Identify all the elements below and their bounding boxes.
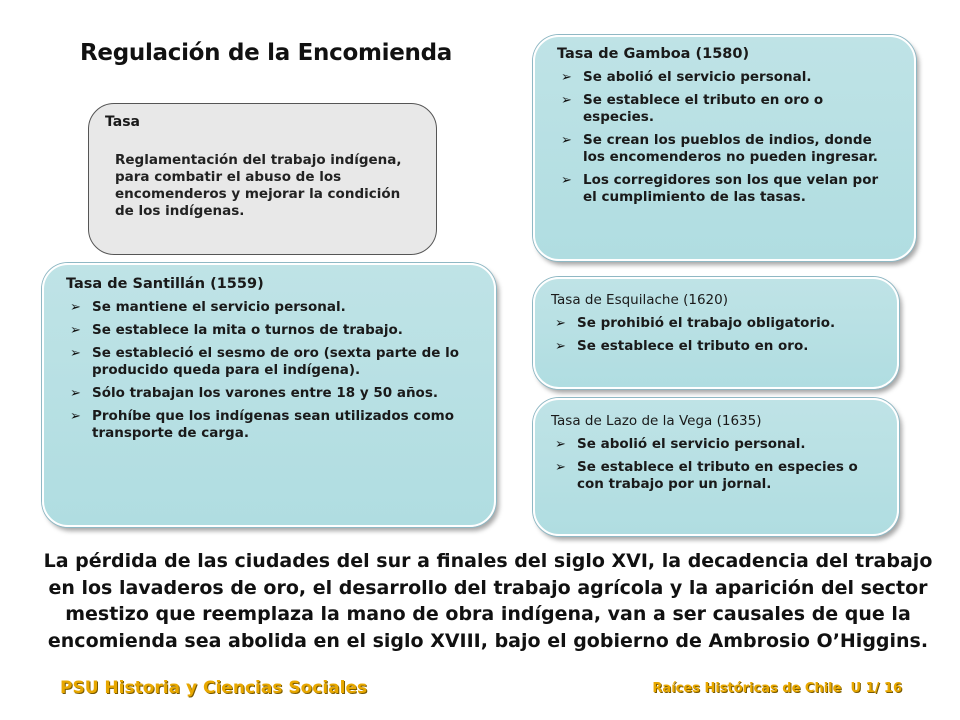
list-item: [66, 345, 470, 379]
arrow-bullet-icon: ➢: [70, 346, 81, 361]
list-item-text: Se prohibió el trabajo obligatorio.: [577, 315, 836, 331]
list-item: [557, 92, 894, 126]
list-item-text: Se establece el tributo en oro o especies.: [583, 92, 824, 125]
esquilache-box: [533, 277, 899, 389]
list-item-text: Se abolió el servicio personal.: [583, 69, 812, 85]
arrow-bullet-icon: ➢: [561, 173, 572, 188]
lazo-list: [551, 436, 879, 493]
gamboa-box: [533, 35, 916, 261]
list-item: [551, 338, 879, 355]
list-item: [551, 436, 879, 453]
tasa-text: Reglamentación del trabajo indígena, para combatir el abuso de los encomenderos y mejorar la condición de los indígenas.: [115, 152, 402, 219]
list-item: [557, 132, 894, 166]
santillan-box: [42, 263, 496, 527]
arrow-bullet-icon: ➢: [70, 323, 81, 338]
page-title: Regulación de la Encomienda: [80, 40, 452, 66]
list-item: [66, 385, 470, 402]
santillan-title: Tasa de Santillán (1559): [66, 276, 264, 292]
list-item-text: Se estableció el sesmo de oro (sexta parte de lo producido queda para el indígena).: [92, 345, 460, 378]
conclusion-text: La pérdida de las ciudades del sur a finales del siglo XVI, la decadencia del trabajo en los lavaderos de oro, el desarrollo del trabajo agrícola y la aparición del sector mestizo que reemplaza la mano de obra indígena, van a ser causales de que la encomienda sea abolida en el siglo XVIII, bajo el gobierno de Ambrosio O’Higgins.: [43, 550, 933, 652]
list-item-text: Se establece la mita o turnos de trabajo.: [92, 322, 403, 338]
arrow-bullet-icon: ➢: [555, 437, 566, 452]
list-item: [551, 459, 879, 493]
list-item: [66, 299, 470, 316]
arrow-bullet-icon: ➢: [70, 300, 81, 315]
arrow-bullet-icon: ➢: [561, 70, 572, 85]
esquilache-list: [551, 315, 879, 355]
gamboa-title: Tasa de Gamboa (1580): [557, 46, 750, 62]
list-item: [557, 69, 894, 86]
list-item-text: Los corregidores son los que velan por el cumplimiento de las tasas.: [583, 172, 879, 205]
arrow-bullet-icon: ➢: [555, 460, 566, 475]
arrow-bullet-icon: ➢: [561, 133, 572, 148]
list-item-text: Se establece el tributo en oro.: [577, 338, 809, 354]
gamboa-list: [557, 69, 894, 206]
arrow-bullet-icon: ➢: [70, 386, 81, 401]
list-item-text: Se abolió el servicio personal.: [577, 436, 806, 452]
tasa-label: Tasa: [105, 114, 140, 130]
arrow-bullet-icon: ➢: [561, 93, 572, 108]
santillan-list: [66, 299, 470, 442]
arrow-bullet-icon: ➢: [555, 339, 566, 354]
list-item-text: Se mantiene el servicio personal.: [92, 299, 346, 315]
list-item-text: Prohíbe que los indígenas sean utilizados como transporte de carga.: [92, 408, 454, 441]
footer-page: Raíces Históricas de Chile U 1/ 16: [652, 681, 902, 696]
list-item: [557, 172, 894, 206]
list-item-text: Se establece el tributo en especies o con trabajo por un jornal.: [577, 459, 858, 492]
tasa-definition-box: [88, 103, 437, 255]
arrow-bullet-icon: ➢: [555, 316, 566, 331]
list-item: [551, 315, 879, 332]
arrow-bullet-icon: ➢: [70, 409, 81, 424]
list-item: [66, 408, 470, 442]
lazo-title: Tasa de Lazo de la Vega (1635): [551, 413, 762, 429]
list-item: [66, 322, 470, 339]
footer-course: PSU Historia y Ciencias Sociales: [60, 678, 368, 698]
lazo-box: [533, 398, 899, 536]
list-item-text: Sólo trabajan los varones entre 18 y 50 años.: [92, 385, 438, 401]
esquilache-title: Tasa de Esquilache (1620): [551, 292, 728, 308]
list-item-text: Se crean los pueblos de indios, donde los encomenderos no pueden ingresar.: [583, 132, 878, 165]
